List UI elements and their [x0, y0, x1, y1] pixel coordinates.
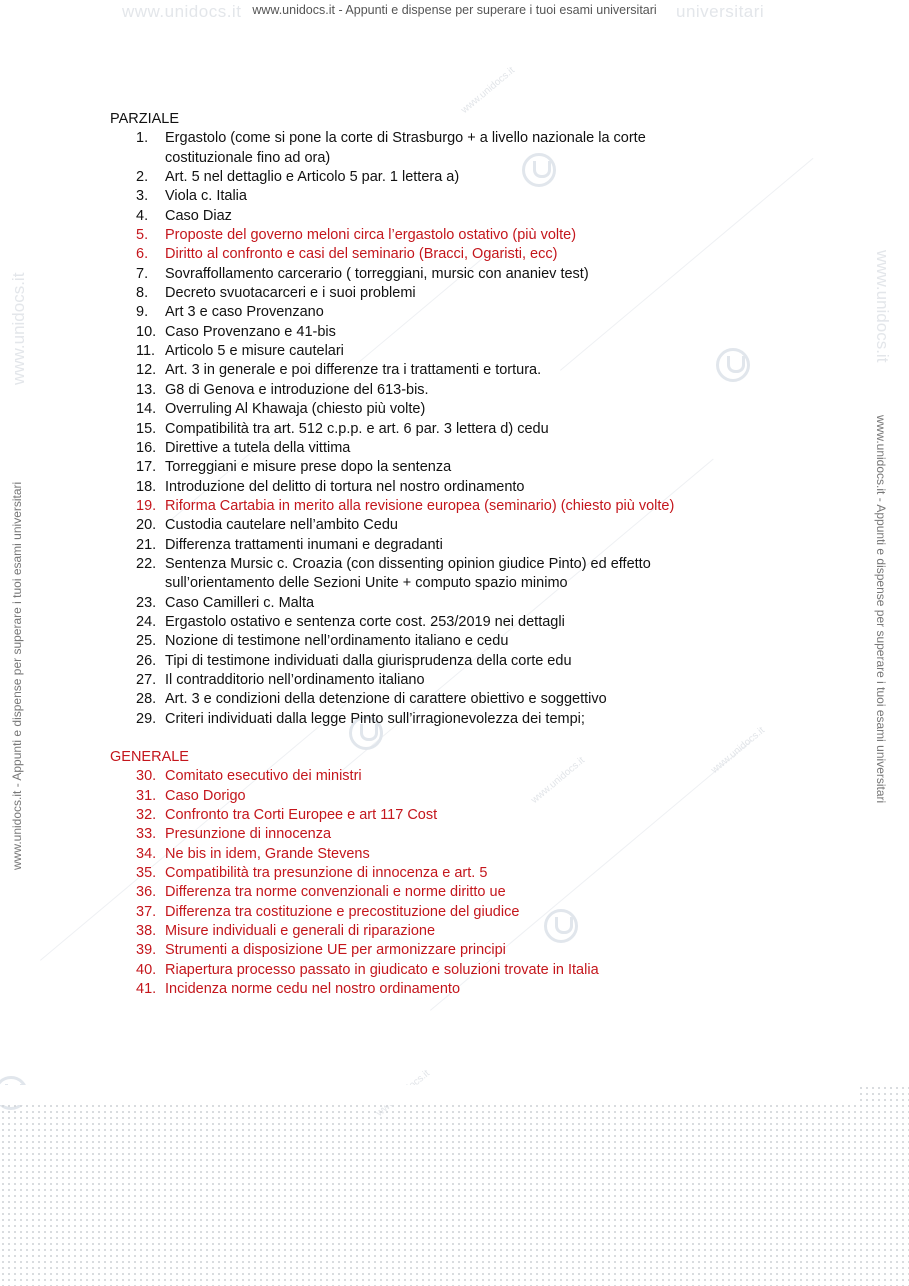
- list-item: [110, 129, 870, 168]
- list-item: [110, 594, 870, 613]
- right-side-watermark: www.unidocs.it - Appunti e dispense per superare i tuoi esami universitari: [874, 415, 888, 804]
- list-item-text: Criteri individuati dalla legge Pinto sull’irragionevolezza dei tempi;: [165, 710, 585, 727]
- section-title-parziale: PARZIALE: [110, 111, 180, 127]
- list-item-text: Custodia cautelare nell’ambito Cedu: [165, 517, 398, 534]
- list-item: [110, 458, 870, 477]
- list-item: [110, 710, 870, 729]
- list-item: [110, 342, 870, 361]
- list-item: [110, 941, 870, 960]
- dotted-footer-gap: [0, 1085, 860, 1105]
- right-ghost-watermark: www.unidocs.it: [873, 250, 892, 363]
- list-item-number: 30.: [136, 768, 157, 785]
- list-item-text: Ergastolo ostativo e sentenza corte cost. 253/2019 nei dettagli: [165, 613, 565, 630]
- list-item: [110, 168, 870, 187]
- list-item-text: Art. 3 e condizioni della detenzione di carattere obiettivo e soggettivo: [165, 691, 607, 708]
- list-item: [110, 245, 870, 264]
- list-item-text: Proposte del governo meloni circa l’ergastolo ostativo (più volte): [165, 227, 577, 244]
- list-item-number: 13.: [136, 381, 157, 398]
- list-item-number: 34.: [136, 845, 157, 862]
- document-content: [110, 110, 870, 999]
- list-item: [110, 787, 870, 806]
- list-item-text: Presunzione di innocenza: [165, 826, 332, 843]
- section-title-generale: GENERALE: [110, 749, 189, 765]
- parziale-list: [110, 129, 870, 729]
- diagonal-watermark-text: www.unidocs.it: [709, 725, 767, 776]
- diagonal-watermark-text: www.unidocs.it: [459, 65, 517, 116]
- list-item-number: 5.: [136, 227, 149, 244]
- dotted-footer-pattern: [0, 1085, 909, 1286]
- list-item-text: Diritto al confronto e casi del seminario (Bracci, Ogaristi, ecc): [165, 246, 558, 263]
- list-item: [110, 420, 870, 439]
- list-item-number: 3.: [136, 188, 149, 205]
- section-gap: [110, 729, 870, 748]
- list-item-number: 10.: [136, 323, 157, 340]
- list-item-text: Caso Diaz: [165, 207, 232, 224]
- list-item-text: Confronto tra Corti Europee e art 117 Cost: [165, 807, 438, 824]
- list-item: [110, 767, 870, 786]
- list-item-number: 14.: [136, 401, 157, 418]
- list-item-text: Riapertura processo passato in giudicato e soluzioni trovate in Italia: [165, 961, 599, 978]
- list-item: [110, 400, 870, 419]
- list-item-text-continuation: costituzionale fino ad ora): [165, 149, 331, 166]
- list-item-number: 4.: [136, 207, 149, 224]
- left-ghost-watermark: www.unidocs.it: [9, 272, 28, 385]
- list-item-number: 18.: [136, 478, 157, 495]
- list-item: [110, 497, 870, 516]
- list-item: [110, 961, 870, 980]
- list-item-number: 19.: [136, 497, 157, 514]
- list-item-text: Overruling Al Khawaja (chiesto più volte): [165, 401, 426, 418]
- list-item-text: Caso Dorigo: [165, 787, 246, 804]
- list-item: [110, 555, 870, 594]
- list-item-number: 39.: [136, 942, 157, 959]
- list-item-text: Il contradditorio nell’ordinamento italiano: [165, 671, 425, 688]
- list-item: [110, 652, 870, 671]
- list-item-text: Riforma Cartabia in merito alla revisione europea (seminario) (chiesto più volte): [165, 497, 675, 514]
- list-item: [110, 864, 870, 883]
- list-item-number: 28.: [136, 691, 157, 708]
- list-item: [110, 207, 870, 226]
- list-item-number: 12.: [136, 362, 157, 379]
- list-item-number: 35.: [136, 865, 157, 882]
- list-item: [110, 825, 870, 844]
- list-item-text: Nozione di testimone nell’ordinamento italiano e cedu: [165, 633, 509, 650]
- list-item-number: 29.: [136, 710, 157, 727]
- list-item-text: Sovraffollamento carcerario ( torreggiani, mursic con ananiev test): [165, 265, 589, 282]
- list-item-number: 32.: [136, 807, 157, 824]
- list-item: [110, 226, 870, 245]
- list-item-number: 9.: [136, 304, 149, 321]
- list-item-number: 38.: [136, 923, 157, 940]
- list-item-number: 16.: [136, 439, 157, 456]
- list-item: [110, 903, 870, 922]
- list-item-number: 27.: [136, 671, 157, 688]
- list-item: [110, 922, 870, 941]
- list-item-number: 22.: [136, 555, 157, 572]
- list-item-number: 37.: [136, 903, 157, 920]
- list-item-text: Viola c. Italia: [165, 188, 247, 205]
- list-item: [110, 187, 870, 206]
- list-item-text: Torreggiani e misure prese dopo la sentenza: [165, 459, 452, 476]
- list-item-text: Articolo 5 e misure cautelari: [165, 343, 344, 360]
- list-item: [110, 613, 870, 632]
- list-item-text: Art 3 e caso Provenzano: [165, 304, 324, 321]
- list-item: [110, 439, 870, 458]
- list-item-text: Sentenza Mursic c. Croazia (con dissenting opinion giudice Pinto) ed effetto: [165, 555, 651, 572]
- list-item-text: Misure individuali e generali di riparazione: [165, 923, 436, 940]
- list-item-number: 11.: [136, 343, 156, 360]
- list-item-text: Ergastolo (come si pone la corte di Strasburgo + a livello nazionale la corte: [165, 130, 646, 147]
- list-item: [110, 632, 870, 651]
- list-item-number: 6.: [136, 246, 149, 263]
- list-item: [110, 845, 870, 864]
- list-item-text: Comitato esecutivo dei ministri: [165, 768, 362, 785]
- list-item-text: Incidenza norme cedu nel nostro ordinamento: [165, 981, 461, 998]
- list-item: [110, 361, 870, 380]
- list-item-number: 7.: [136, 265, 149, 282]
- list-item-text: Differenza tra norme convenzionali e norme diritto ue: [165, 884, 506, 901]
- list-item-number: 23.: [136, 594, 157, 611]
- list-item-text: Differenza trattamenti inumani e degradanti: [165, 536, 443, 553]
- list-item: [110, 883, 870, 902]
- list-item: [110, 265, 870, 284]
- list-item: [110, 323, 870, 342]
- list-item-text: Introduzione del delitto di tortura nel nostro ordinamento: [165, 478, 525, 495]
- list-item-text: Art. 5 nel dettaglio e Articolo 5 par. 1 lettera a): [165, 169, 460, 186]
- list-item-number: 15.: [136, 420, 157, 437]
- list-item-number: 2.: [136, 169, 149, 186]
- generale-list: [110, 767, 870, 999]
- list-item-number: 25.: [136, 633, 157, 650]
- list-item: [110, 478, 870, 497]
- list-item-number: 36.: [136, 884, 157, 901]
- list-item-text: Compatibilità tra art. 512 c.p.p. e art. 6 par. 3 lettera d) cedu: [165, 420, 549, 437]
- list-item-text: Compatibilità tra presunzione di innocenza e art. 5: [165, 865, 488, 882]
- header-watermark: www.unidocs.it - Appunti e dispense per superare i tuoi esami universitari: [252, 3, 657, 17]
- list-item-text: Differenza tra costituzione e precostituzione del giudice: [165, 903, 520, 920]
- list-item-text: Strumenti a disposizione UE per armonizzare principi: [165, 942, 506, 959]
- list-item-text: Caso Provenzano e 41-bis: [165, 323, 336, 340]
- list-item-text: G8 di Genova e introduzione del 613-bis.: [165, 381, 429, 398]
- list-item-number: 1.: [136, 130, 149, 147]
- list-item-text: Tipi di testimone individuati dalla giurisprudenza della corte edu: [165, 652, 572, 669]
- list-item-text: Caso Camilleri c. Malta: [165, 594, 315, 611]
- list-item-number: 8.: [136, 285, 149, 302]
- list-item: [110, 381, 870, 400]
- diagonal-watermark-text: www.unidocs.it: [529, 755, 587, 806]
- list-item-text: Ne bis in idem, Grande Stevens: [165, 845, 370, 862]
- list-item-number: 41.: [136, 981, 157, 998]
- list-item-number: 24.: [136, 613, 157, 630]
- header-ghost-watermark-left: www.unidocs.it: [122, 2, 242, 21]
- list-item-text: Decreto svuotacarceri e i suoi problemi: [165, 285, 416, 302]
- list-item-number: 31.: [136, 787, 157, 804]
- list-item-number: 21.: [136, 536, 157, 553]
- list-item-number: 20.: [136, 517, 157, 534]
- list-item: [110, 303, 870, 322]
- list-item-number: 33.: [136, 826, 157, 843]
- list-item: [110, 980, 870, 999]
- list-item-text: Direttive a tutela della vittima: [165, 439, 351, 456]
- list-item: [110, 516, 870, 535]
- list-item: [110, 536, 870, 555]
- list-item: [110, 806, 870, 825]
- list-item-number: 40.: [136, 961, 157, 978]
- list-item-text-continuation: sull’orientamento delle Sezioni Unite + computo spazio minimo: [165, 575, 568, 592]
- list-item: [110, 690, 870, 709]
- header-ghost-watermark-right: universitari: [676, 2, 765, 21]
- list-item-number: 26.: [136, 652, 157, 669]
- list-item-number: 17.: [136, 459, 157, 476]
- list-item: [110, 671, 870, 690]
- left-side-watermark: www.unidocs.it - Appunti e dispense per superare i tuoi esami universitari: [10, 481, 24, 870]
- list-item-text: Art. 3 in generale e poi differenze tra i trattamenti e tortura.: [165, 362, 542, 379]
- list-item: [110, 284, 870, 303]
